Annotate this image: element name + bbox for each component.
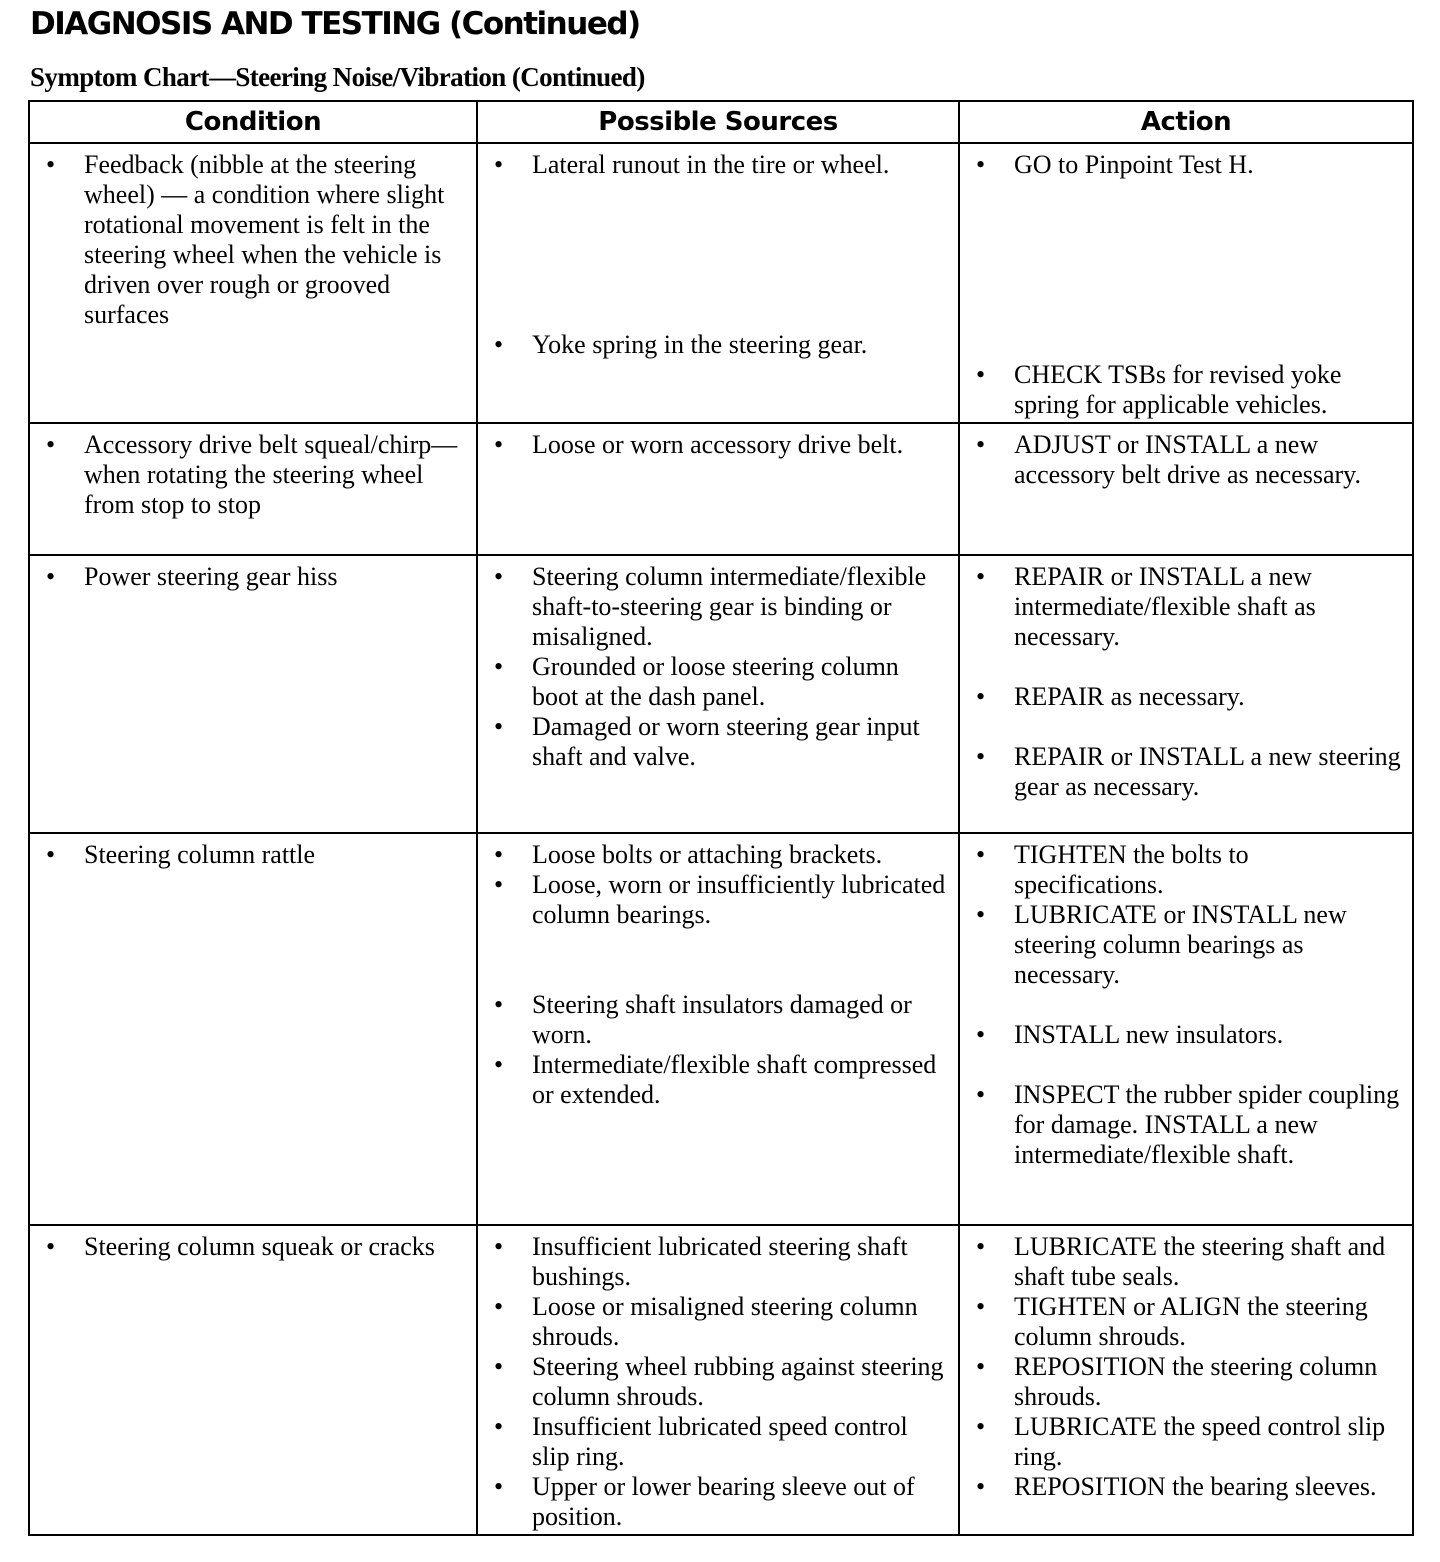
list-item: • GO to Pinpoint Test H. <box>970 150 1402 180</box>
list-item: • Loose, worn or insufficiently lubricated column bearings. <box>488 870 948 930</box>
action-cell <box>959 143 1413 423</box>
page-title: DIAGNOSIS AND TESTING (Continued) <box>30 6 640 42</box>
table-row <box>29 555 1413 833</box>
table-row <box>29 1225 1413 1535</box>
list-item: • Feedback (nibble at the steering wheel) — a condition where slight rotational movement is felt in the steering wheel when the vehicle is driven over rough or grooved surfaces <box>40 150 466 330</box>
table-row <box>29 423 1413 555</box>
list-item: • Steering wheel rubbing against steering column shrouds. <box>488 1352 948 1412</box>
list-item: • Insufficient lubricated steering shaft bushings. <box>488 1232 948 1292</box>
list-item: • Grounded or loose steering column boot at the dash panel. <box>488 652 948 712</box>
list-item: • LUBRICATE or INSTALL new steering column bearings as necessary. <box>970 900 1402 990</box>
list-item: • TIGHTEN or ALIGN the steering column shrouds. <box>970 1292 1402 1352</box>
list-item: • Loose or worn accessory drive belt. <box>488 430 948 460</box>
list-item: • Steering column rattle <box>40 840 466 870</box>
list-item: • Loose bolts or attaching brackets. <box>488 840 948 870</box>
list-item: • TIGHTEN the bolts to specifications. <box>970 840 1402 900</box>
action-cell <box>959 833 1413 1225</box>
sources-cell <box>477 1225 959 1535</box>
sources-cell <box>477 833 959 1225</box>
list-item: • Loose or misaligned steering column shrouds. <box>488 1292 948 1352</box>
list-item: • REPAIR as necessary. <box>970 682 1402 712</box>
list-item: • LUBRICATE the steering shaft and shaft tube seals. <box>970 1232 1402 1292</box>
list-item: • Steering column squeak or cracks <box>40 1232 466 1262</box>
list-item: • ADJUST or INSTALL a new accessory belt drive as necessary. <box>970 430 1402 490</box>
list-item: • REPAIR or INSTALL a new intermediate/flexible shaft as necessary. <box>970 562 1402 652</box>
action-cell <box>959 423 1413 555</box>
list-item: • Accessory drive belt squeal/chirp—when rotating the steering wheel from stop to stop <box>40 430 466 520</box>
list-item: • REPOSITION the steering column shrouds. <box>970 1352 1402 1412</box>
list-item: • Power steering gear hiss <box>40 562 466 592</box>
symptom-chart-table <box>28 100 1414 1536</box>
column-header-possible-sources: Possible Sources <box>477 101 959 143</box>
list-item: • Steering column intermediate/flexible shaft-to-steering gear is binding or misaligned. <box>488 562 948 652</box>
sources-cell <box>477 143 959 423</box>
list-item: • Lateral runout in the tire or wheel. <box>488 150 948 180</box>
list-item: • Yoke spring in the steering gear. <box>488 330 948 360</box>
sources-cell <box>477 555 959 833</box>
action-cell <box>959 1225 1413 1535</box>
list-item: • CHECK TSBs for revised yoke spring for applicable vehicles. <box>970 360 1402 420</box>
condition-cell <box>29 1225 477 1535</box>
list-item: • INSPECT the rubber spider coupling for damage. INSTALL a new intermediate/flexible shaft. <box>970 1080 1402 1170</box>
sources-cell <box>477 423 959 555</box>
chart-subtitle: Symptom Chart—Steering Noise/Vibration (Continued) <box>30 62 645 92</box>
list-item: • Intermediate/flexible shaft compressed or extended. <box>488 1050 948 1110</box>
condition-cell <box>29 143 477 423</box>
list-item: • Damaged or worn steering gear input shaft and valve. <box>488 712 948 772</box>
condition-cell <box>29 833 477 1225</box>
column-header-action: Action <box>959 101 1413 143</box>
list-item: • LUBRICATE the speed control slip ring. <box>970 1412 1402 1472</box>
table-row <box>29 143 1413 423</box>
table-header-row <box>29 101 1413 143</box>
list-item: • Insufficient lubricated speed control slip ring. <box>488 1412 948 1472</box>
condition-cell <box>29 423 477 555</box>
list-item: • REPAIR or INSTALL a new steering gear as necessary. <box>970 742 1402 802</box>
action-cell <box>959 555 1413 833</box>
list-item: • INSTALL new insulators. <box>970 1020 1402 1050</box>
list-item: • Upper or lower bearing sleeve out of position. <box>488 1472 948 1532</box>
condition-cell <box>29 555 477 833</box>
column-header-condition: Condition <box>29 101 477 143</box>
list-item: • Steering shaft insulators damaged or worn. <box>488 990 948 1050</box>
list-item: • REPOSITION the bearing sleeves. <box>970 1472 1402 1502</box>
table-row <box>29 833 1413 1225</box>
